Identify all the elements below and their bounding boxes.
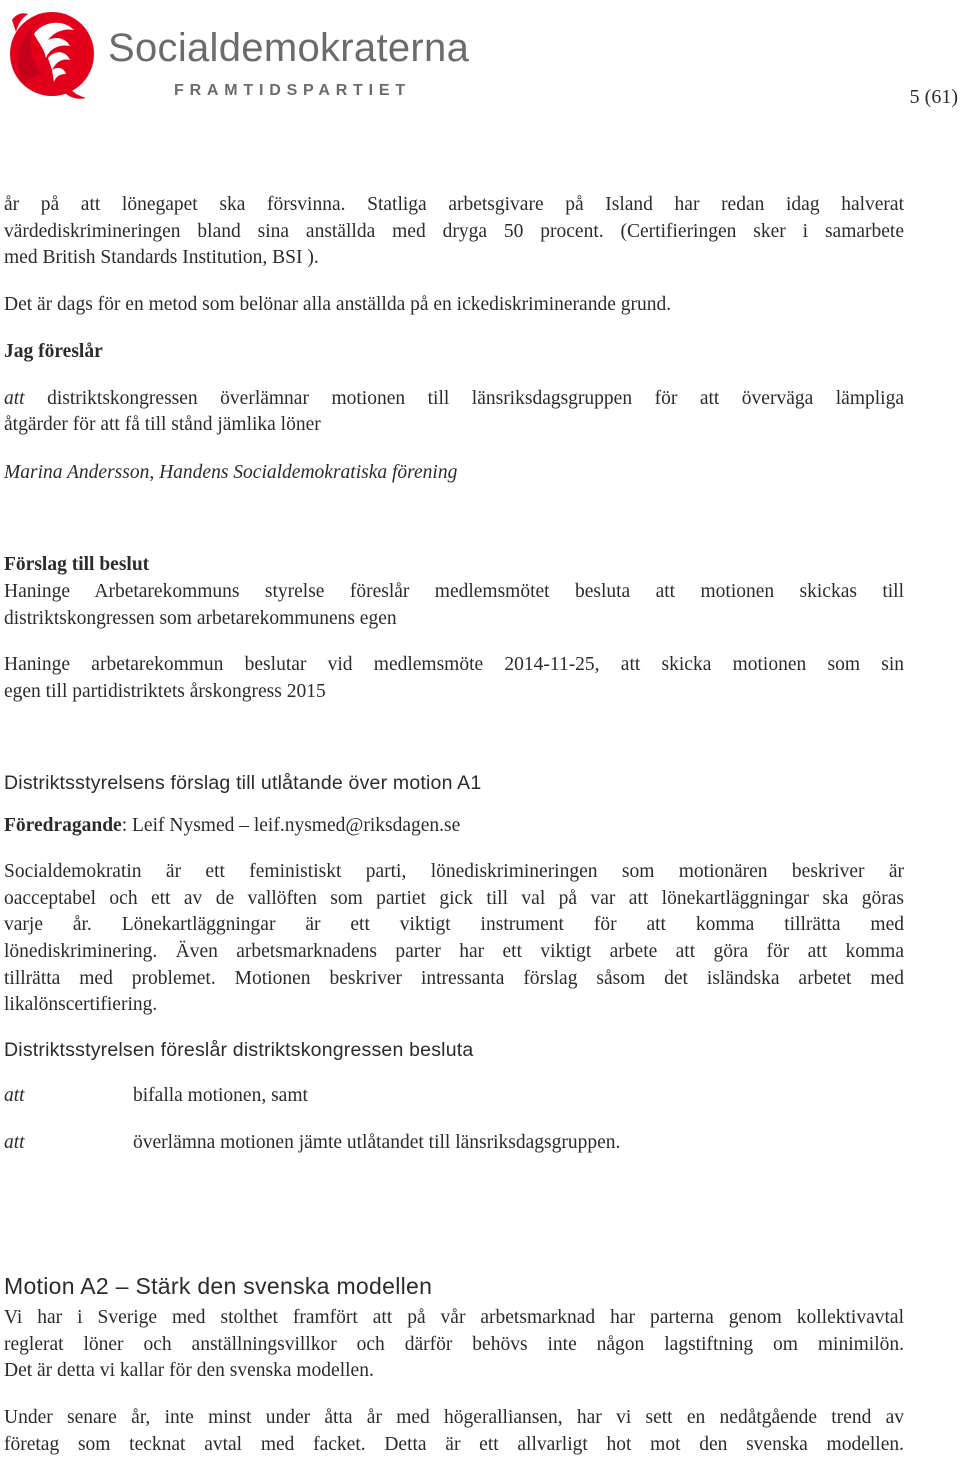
forslag-p2-line-1: Haninge arbetarekommun beslutar vid medlemsmöte 2014-11-25, att skicka motionen som sin [4,654,904,675]
motion-a2-p1-line-1: Vi har i Sverige med stolthet framfört att på vår arbetsmarknad har parterna genom kollektivavtal [4,1307,904,1328]
page-number: 5 (61) [909,86,958,108]
utlatande-line-5: tillrätta med problemet. Motionen beskriver intressanta förslag såsom det isländska arbetet med [4,968,904,989]
logo-wordmark: Socialdemokraterna [108,26,470,70]
beslut-item-2: överlämna motionen jämte utlåtandet till länsriksdagsgruppen. [133,1132,621,1153]
foredragande-line [4,812,904,839]
utlatande-heading: Distriktsstyrelsens förslag till utlåtande över motion A1 [4,772,482,794]
foredragande-label: Föredragande [4,815,122,836]
intro-line-2: värdediskrimineringen bland sina anställda med dryga 50 procent. (Certifieringen sker i samarbete [4,221,904,242]
logo-tagline: FRAMTIDSPARTIET [174,82,411,99]
intro-line-3: med British Standards Institution, BSI ). [4,247,319,268]
proposal-line-2: åtgärder för att få till stånd jämlika löner [4,414,321,435]
beslut-att-2: att [4,1132,25,1153]
beslut-att-1: att [4,1085,25,1106]
proposal-author: Marina Andersson, Handens Socialdemokratiska förening [4,462,458,483]
rose-logo-icon [4,4,100,108]
motion-a2-heading: Motion A2 – Stärk den svenska modellen [4,1273,433,1299]
page-header [0,0,960,120]
utlatande-line-1: Socialdemokratin är ett feministiskt parti, lönediskrimineringen som motionären beskriver är [4,861,904,882]
utlatande-line-2: oacceptabel och ett av de vallöften som partiet gick till val på var att lönekartläggningar ska göras [4,888,904,909]
beslut-heading: Distriktsstyrelsen föreslår distriktskongressen besluta [4,1039,474,1061]
motion-a2-p2-line-2: företag som tecknat avtal med facket. Detta är ett allvarligt hot mot den svenska modellen. [4,1434,904,1455]
intro-closing: Det är dags för en metod som belönar alla anställda på en ickediskriminerande grund. [4,294,672,315]
utlatande-line-4: lönediskriminering. Även arbetsmarknadens parter har ett viktigt arbete att göra för att komma [4,941,904,962]
forslag-p1-line-2: distriktskongressen som arbetarekommunens egen [4,608,397,629]
beslut-item-1: bifalla motionen, samt [133,1085,308,1106]
forslag-p2-line-2: egen till partidistriktets årskongress 2015 [4,681,326,702]
forslag-heading: Förslag till beslut [4,554,150,575]
motion-a2-p1-line-2: reglerat löner och anställningsvillkor och därför behövs inte någon lagstiftning om minimilön. [4,1334,904,1355]
proposal-line-1 [4,385,904,412]
foredragande-value: : Leif Nysmed – leif.nysmed@riksdagen.se [121,815,461,836]
forslag-p1-line-1: Haninge Arbetarekommuns styrelse föreslår medlemsmötet besluta att motionen skickas till [4,581,904,602]
intro-line-1: år på att lönegapet ska försvinna. Statliga arbetsgivare på Island har redan idag halverat [4,194,904,215]
utlatande-line-3: varje år. Lönekartläggningar är ett viktigt instrument för att komma tillrätta med [4,914,904,935]
utlatande-line-6: likalönscertifiering. [4,994,158,1015]
motion-a2-p1-line-3: Det är detta vi kallar för den svenska modellen. [4,1360,374,1381]
proposal-line-1-text: distriktskongressen överlämnar motionen till länsriksdagsgruppen för att överväga lämpliga [47,388,904,409]
att-keyword: att [4,388,25,409]
proposal-heading: Jag föreslår [4,341,103,362]
motion-a2-p2-line-1: Under senare år, inte minst under åtta år med högeralliansen, har vi sett en nedåtgående trend av [4,1407,904,1428]
